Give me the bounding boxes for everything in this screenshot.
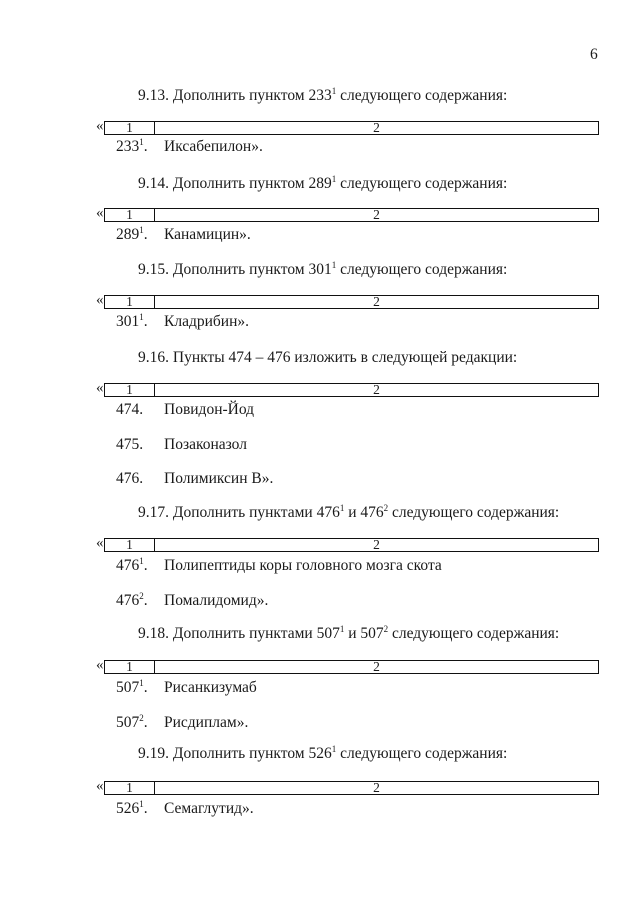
opening-quote: «	[96, 118, 104, 134]
table-header-row	[104, 538, 599, 552]
heading-text-tail: следующего содержания:	[336, 175, 508, 192]
item-number	[116, 557, 148, 575]
item-number-dot: .	[143, 714, 148, 731]
opening-quote: «	[96, 778, 104, 794]
table-header-row	[104, 121, 599, 135]
item-number-superscript: 1	[139, 556, 144, 566]
item-number-superscript: 1	[139, 312, 144, 322]
opening-quote: «	[96, 292, 104, 308]
item-name: Рисанкизумаб	[164, 679, 257, 696]
item-number-dot: .	[143, 313, 148, 330]
column-2-header: 2	[373, 120, 380, 135]
item-number	[116, 679, 148, 697]
item-number-dot: .	[139, 470, 144, 487]
item-name: Позаконазол	[164, 436, 247, 453]
item-number-value: 476	[116, 470, 140, 487]
item-number	[116, 592, 148, 610]
heading-superscript: 1	[331, 260, 337, 270]
item-name: Полипептиды коры головного мозга скота	[164, 557, 442, 574]
item-name: Полимиксин В».	[164, 470, 274, 487]
heading-text: 9.14. Дополнить пунктом 289	[138, 175, 332, 192]
item-number-value: 301	[116, 313, 140, 330]
section-heading	[138, 87, 507, 105]
section-heading	[138, 745, 507, 763]
column-2-header: 2	[373, 659, 380, 674]
column-2-header: 2	[373, 294, 380, 309]
item-number-dot: .	[143, 138, 148, 155]
column-1-header: 1	[105, 384, 155, 396]
item-name: Рисдиплам».	[164, 714, 249, 731]
heading-superscript: 2	[383, 624, 389, 634]
opening-quote: «	[96, 657, 104, 673]
table-header-row	[104, 295, 599, 309]
column-1-header: 1	[105, 296, 155, 308]
item-number-superscript: 1	[139, 225, 144, 235]
opening-quote: «	[96, 535, 104, 551]
column-2-header: 2	[373, 780, 380, 795]
heading-superscript: 1	[331, 744, 337, 754]
column-1-header: 1	[105, 209, 155, 221]
item-number-value: 507	[116, 714, 140, 731]
column-1-header: 1	[105, 782, 155, 794]
item-number-superscript: 2	[139, 713, 144, 723]
heading-text-tail: следующего содержания:	[336, 87, 508, 104]
heading-text: 9.19. Дополнить пунктом 526	[138, 745, 332, 762]
heading-superscript: 1	[331, 86, 337, 96]
heading-superscript: 1	[339, 624, 345, 634]
item-number	[116, 401, 143, 419]
item-number	[116, 313, 148, 331]
item-number-value: 476	[116, 557, 140, 574]
item-number-dot: .	[143, 592, 148, 609]
table-header-row	[104, 660, 599, 674]
item-name: Семаглутид».	[164, 800, 254, 817]
item-number-superscript: 1	[139, 678, 144, 688]
item-number	[116, 226, 148, 244]
heading-text-middle: и 507	[344, 625, 384, 642]
item-name: Кладрибин».	[164, 313, 249, 330]
heading-text-tail: следующего содержания:	[336, 745, 508, 762]
item-number-value: 476	[116, 592, 140, 609]
heading-text-tail: следующего содержания:	[388, 625, 560, 642]
item-number	[116, 800, 148, 818]
item-number-value: 507	[116, 679, 140, 696]
item-number-value: 233	[116, 138, 140, 155]
section-heading	[138, 625, 559, 643]
item-number-value: 474	[116, 401, 140, 418]
item-number-dot: .	[143, 226, 148, 243]
heading-superscript: 1	[331, 174, 337, 184]
heading-text-tail: следующего содержания:	[336, 261, 508, 278]
item-number-value: 526	[116, 800, 140, 817]
item-number	[116, 138, 148, 156]
table-header-row	[104, 383, 599, 397]
heading-superscript: 1	[339, 503, 345, 513]
table-header-row	[104, 208, 599, 222]
heading-superscript: 2	[383, 503, 389, 513]
item-name: Канамицин».	[164, 226, 251, 243]
column-2-header: 2	[373, 382, 380, 397]
item-number-superscript: 1	[139, 799, 144, 809]
heading-text: 9.13. Дополнить пунктом 233	[138, 87, 332, 104]
item-number-superscript: 2	[139, 591, 144, 601]
column-1-header: 1	[105, 539, 155, 551]
column-2-header: 2	[373, 537, 380, 552]
section-heading	[138, 504, 559, 522]
page-number: 6	[590, 46, 598, 63]
column-1-header: 1	[105, 122, 155, 134]
column-1-header: 1	[105, 661, 155, 673]
table-header-row	[104, 781, 599, 795]
heading-text: 9.15. Дополнить пунктом 301	[138, 261, 332, 278]
opening-quote: «	[96, 380, 104, 396]
item-number-value: 289	[116, 226, 140, 243]
item-name: Иксабепилон».	[164, 138, 263, 155]
heading-text-tail: следующего содержания:	[388, 504, 560, 521]
section-heading	[138, 349, 517, 367]
item-number-dot: .	[143, 679, 148, 696]
item-number-dot: .	[139, 436, 144, 453]
item-number-dot: .	[143, 557, 148, 574]
heading-text: 9.16. Пункты 474 – 476 изложить в следующей редакции:	[138, 349, 518, 366]
section-heading	[138, 261, 507, 279]
item-number	[116, 714, 148, 732]
heading-text-middle: и 476	[344, 504, 384, 521]
column-2-header: 2	[373, 207, 380, 222]
item-number-value: 475	[116, 436, 140, 453]
heading-text: 9.18. Дополнить пунктами 507	[138, 625, 340, 642]
item-number	[116, 470, 143, 488]
opening-quote: «	[96, 205, 104, 221]
item-name: Помалидомид».	[164, 592, 269, 609]
item-number-superscript: 1	[139, 137, 144, 147]
item-number-dot: .	[139, 401, 144, 418]
item-number	[116, 436, 143, 454]
heading-text: 9.17. Дополнить пунктами 476	[138, 504, 340, 521]
item-name: Повидон-Йод	[164, 401, 255, 418]
item-number-dot: .	[143, 800, 148, 817]
section-heading	[138, 175, 507, 193]
